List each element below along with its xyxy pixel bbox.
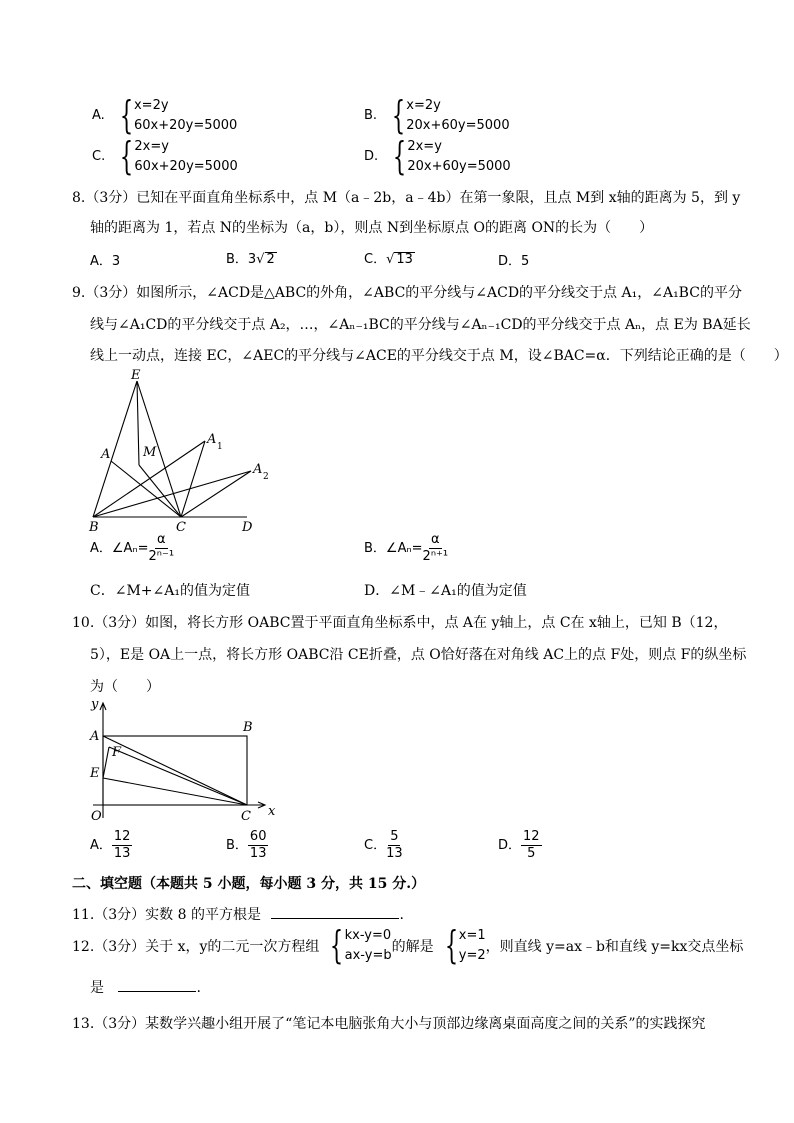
q8-option-a xyxy=(90,250,120,269)
q8-option-b xyxy=(226,248,277,267)
system-1 xyxy=(319,923,392,967)
label-A1: A xyxy=(207,432,217,447)
label-B: B xyxy=(243,720,253,735)
label-B: B xyxy=(89,520,99,535)
label-E: E xyxy=(90,766,100,781)
sqrt-symbol: √ 2 xyxy=(256,252,275,267)
q8-line2: 轴的距离为 1，若点 N的坐标为（a，b），则点 N到坐标原点 O的距离 ON的长为（ ） xyxy=(90,220,654,236)
q12-line2-text: 是 xyxy=(90,980,104,996)
q8-line1: 8.（3分）已知在平面直角坐标系中，点 M（a﹣2b，a﹣4b）在第一象限，且点 M到 x轴的距离为 5，到 y xyxy=(72,190,741,206)
q10-option-b xyxy=(226,829,268,862)
label-A2-sub: 2 xyxy=(263,472,269,482)
label-E: E xyxy=(131,368,141,383)
line-A2C xyxy=(181,471,251,517)
brace: { xyxy=(393,134,407,178)
segment-EF xyxy=(103,747,109,778)
label-D: D xyxy=(242,520,253,535)
q9-option-b xyxy=(364,532,448,565)
fold-line-CE xyxy=(103,778,247,805)
equation: x=2y xyxy=(406,98,441,113)
equation: y=2 xyxy=(458,948,486,963)
denominator: 2ⁿ⁺¹ xyxy=(422,549,449,564)
denominator: 5 xyxy=(527,846,536,861)
radicand: 2 xyxy=(266,252,275,267)
option-label: B. xyxy=(364,108,378,123)
q9-line2: 线与∠A₁CD的平分线交于点 A₂，…，∠Aₙ₋₁BC的平分线与∠Aₙ₋₁CD的平分线交于点 Aₙ，点 E为 BA延长 xyxy=(90,317,751,333)
option-label: A. xyxy=(92,108,105,123)
diagonal-AC xyxy=(103,736,247,805)
denominator: 2ⁿ⁻¹ xyxy=(148,549,175,564)
q10-line1: 10.（3分）如图，将长方形 OABC置于平面直角坐标系中，点 A在 y轴上，点 C在 x轴上，已知 B（12， xyxy=(72,615,728,631)
section-title: 二、填空题（本题共 5 小题，每小题 3 分，共 15 分.） xyxy=(72,876,426,892)
numerator: α xyxy=(431,532,440,547)
q11-text: 11.（3分）实数 8 的平方根是 xyxy=(72,907,261,923)
label-C: C xyxy=(241,809,251,823)
denominator: 13 xyxy=(386,846,403,861)
q9-line1: 9.（3分）如图所示，∠ACD是△ABC的外角，∠ABC的平分线与∠ACD的平分线交于点 A₁，∠A₁BC的平分 xyxy=(72,285,742,301)
line-A1C xyxy=(181,441,205,517)
label-y: y xyxy=(91,698,99,712)
option-label: C. xyxy=(92,149,106,164)
q12-end: . xyxy=(196,980,201,996)
option-value: 5 xyxy=(521,254,530,269)
option-lhs: ∠Aₙ= xyxy=(111,541,149,556)
fraction xyxy=(521,829,542,862)
segment-FC xyxy=(109,747,247,805)
numerator: 12 xyxy=(523,829,540,844)
option-label: B． xyxy=(364,541,386,556)
option-label: D． xyxy=(498,838,522,853)
option-label: A． xyxy=(90,838,112,853)
brace: { xyxy=(119,93,133,137)
q9-option-d: D．∠M﹣∠A₁的值为定值 xyxy=(364,583,527,599)
fraction xyxy=(386,829,403,862)
equation: 60x+20y=5000 xyxy=(134,159,238,174)
answer-blank[interactable] xyxy=(271,918,399,919)
brace: { xyxy=(330,923,344,967)
q13-line1: 13.（3分）某数学兴趣小组开展了“笔记本电脑张角大小与顶部边缘离桌面高度之间的关系”的实践探究 xyxy=(72,1016,706,1032)
q9-option-a xyxy=(90,532,174,565)
option-label: A． xyxy=(90,254,112,269)
q9-figure xyxy=(85,365,275,535)
fraction xyxy=(112,829,133,862)
option-value: 3 xyxy=(111,254,121,269)
equation: ax-y=b xyxy=(344,948,392,963)
label-A2: A xyxy=(253,462,263,477)
label-x: x xyxy=(268,804,276,819)
option-label: B． xyxy=(226,838,248,853)
q10-option-c xyxy=(364,829,403,862)
numerator: α xyxy=(157,532,166,547)
q7-option-a xyxy=(92,93,238,137)
q11 xyxy=(72,904,404,924)
q10-line3: 为（ ） xyxy=(90,679,160,695)
q12-line2 xyxy=(90,977,201,997)
equation: x=2y xyxy=(133,98,169,113)
brace: { xyxy=(391,93,406,137)
q7-option-c xyxy=(92,134,238,178)
numerator: 12 xyxy=(113,829,131,844)
label-A: A xyxy=(101,447,111,462)
label-C: C xyxy=(176,520,186,535)
label-A: A xyxy=(90,729,100,744)
q12-mid: 的解是 xyxy=(391,939,434,955)
numerator: 60 xyxy=(249,829,267,844)
label-A1-sub: 1 xyxy=(217,442,223,452)
system-2 xyxy=(434,923,486,967)
answer-blank[interactable] xyxy=(118,991,196,992)
option-label: C． xyxy=(364,838,387,853)
sqrt-symbol: √ 13 xyxy=(386,252,413,267)
q8-option-c xyxy=(364,248,415,267)
numerator: 5 xyxy=(390,829,399,844)
equation: kx-y=0 xyxy=(344,928,392,943)
q11-end: . xyxy=(399,907,404,923)
equation: 20x+60y=5000 xyxy=(407,159,511,174)
brace: { xyxy=(444,923,458,967)
q7-option-b xyxy=(364,93,510,137)
q10-line2: 5），E是 OA上一点，将长方形 OABC沿 CE折叠，点 O恰好落在对角线 AC上的点 F处，则点 F的纵坐标 xyxy=(90,647,747,663)
q10-option-a xyxy=(90,829,132,862)
denominator: 13 xyxy=(249,846,267,861)
label-M: M xyxy=(143,445,157,460)
option-label: B． xyxy=(226,252,248,267)
q12-suffix: ，则直线 y=ax﹣b和直线 y=kx交点坐标 xyxy=(485,939,744,955)
q12-prefix: 12.（3分）关于 x，y的二元一次方程组 xyxy=(72,939,320,955)
q7-option-d xyxy=(364,134,511,178)
label-F: F xyxy=(112,745,122,760)
denominator: 13 xyxy=(113,846,131,861)
fraction xyxy=(423,532,449,565)
equation: 60x+20y=5000 xyxy=(133,118,238,133)
equation: 20x+60y=5000 xyxy=(406,118,510,133)
option-label: D. xyxy=(364,149,379,164)
line-MC xyxy=(139,465,181,517)
option-label: D． xyxy=(498,254,522,269)
q10-option-d xyxy=(498,829,542,862)
fraction xyxy=(149,532,175,565)
fraction xyxy=(248,829,269,862)
radicand: 13 xyxy=(396,252,413,267)
equation: 2x=y xyxy=(407,139,442,154)
brace: { xyxy=(120,134,134,178)
q10-figure xyxy=(85,698,280,823)
option-lhs: ∠Aₙ= xyxy=(385,541,423,556)
q9-option-c: C．∠M+∠A₁的值为定值 xyxy=(90,583,250,599)
q9-line3: 线上一动点，连接 EC，∠AEC的平分线与∠ACE的平分线交于点 M，设∠BAC=α．下列结论正确的是（ ） xyxy=(90,348,788,364)
label-O: O xyxy=(91,809,102,823)
option-label: C． xyxy=(364,252,387,267)
q8-option-d xyxy=(498,250,529,269)
line-EM xyxy=(137,381,139,465)
option-coef: 3 xyxy=(247,252,257,267)
equation: 2x=y xyxy=(134,139,169,154)
equation: x=1 xyxy=(458,928,486,943)
q12-line1 xyxy=(72,923,744,967)
option-label: A． xyxy=(90,541,112,556)
line-BE xyxy=(93,381,137,517)
